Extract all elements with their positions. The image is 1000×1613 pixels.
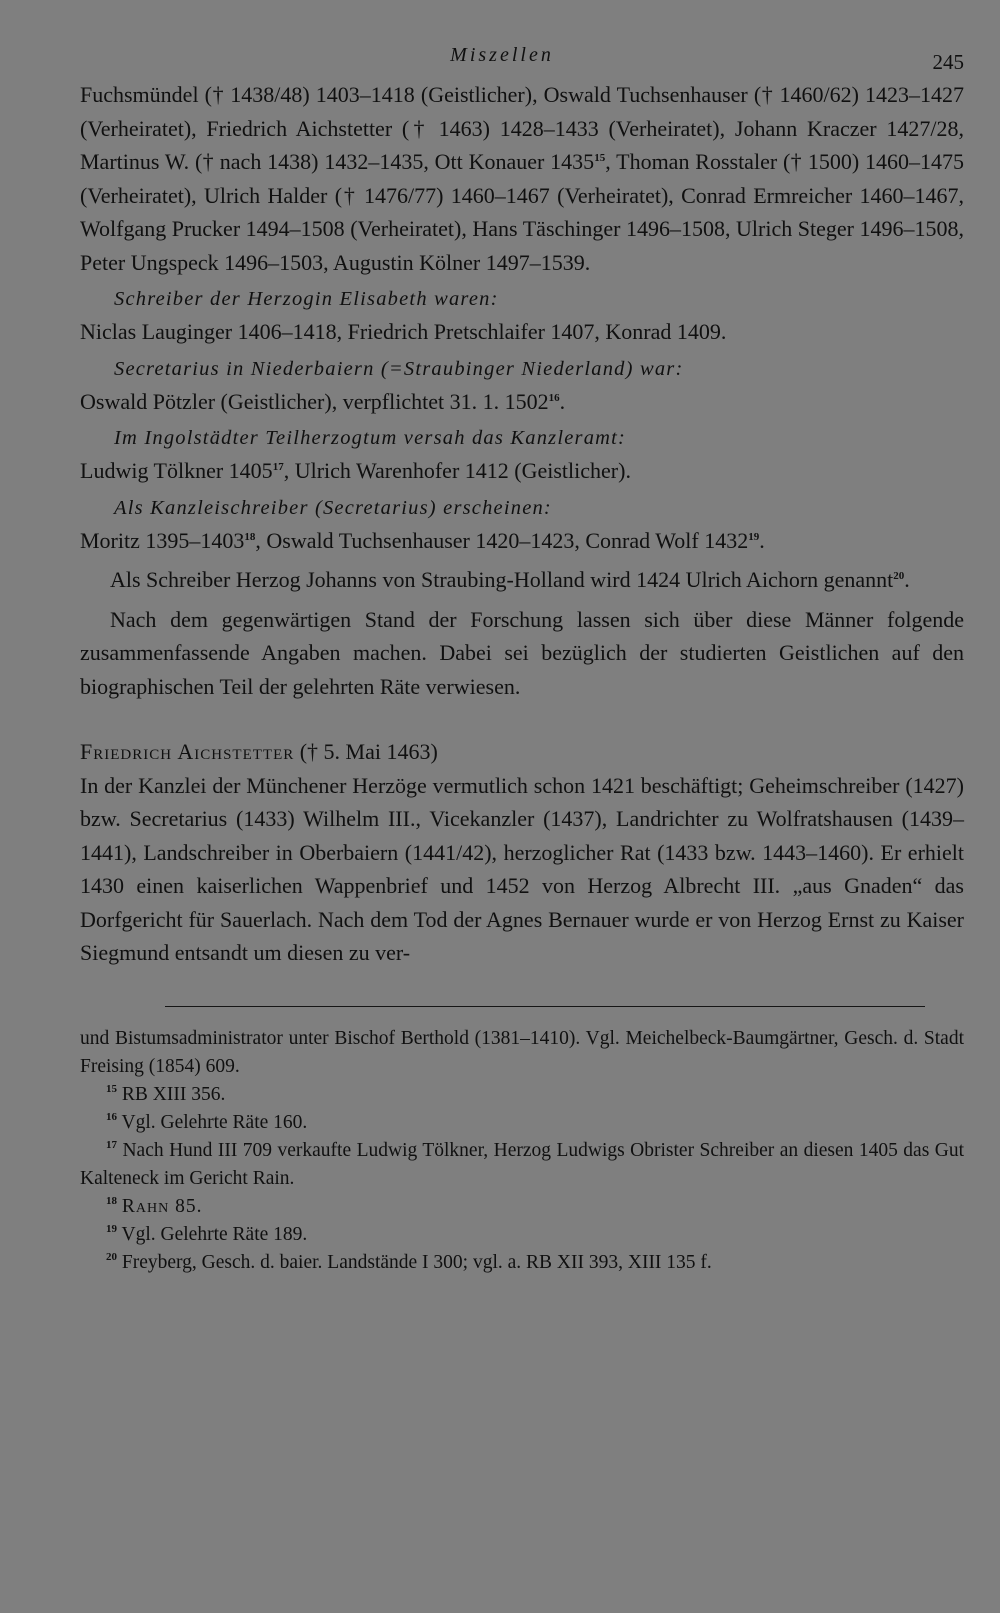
footnote-text: Freyberg, Gesch. d. baier. Landstände I 300; vgl. a. RB XII 393, XIII 135 f. — [121, 1251, 712, 1273]
section-body: In der Kanzlei der Münchener Herzöge vermutlich schon 1421 beschäftigt; Geheimschreiber (1427) bzw. Secretarius (1433) Wilhelm III., Vicekanzler (1437), Landrichter zu Wolfratshausen (1439–1441), Landschreiber in Oberbaiern (1441/42), herzoglicher Rat (1433 bzw. 1443–1460). Er erhielt 1430 einen kaiserlichen Wappenbrief und 1452 von Herzog Albrecht III. „aus Gnaden“ das Dorfgericht für Sauerlach. Nach dem Tod der Agnes Bernauer wurde er von Herzog Ernst zu Kaiser Siegmund entsandt um diesen zu ver- — [80, 772, 964, 965]
subheading-kanzlei: Als Kanzleischreiber (Secretarius) erscheinen: — [114, 496, 552, 519]
paragraph-chancery-scribes — [80, 78, 964, 279]
paragraph-johann — [80, 563, 964, 597]
subheading-elisabeth: Schreiber der Herzogin Elisabeth waren: — [114, 288, 499, 310]
footnotes — [80, 1025, 964, 1277]
footnote-number: 16 — [106, 1110, 117, 1123]
footnote-ref: 20 — [893, 570, 905, 582]
footnote-number: 19 — [106, 1222, 117, 1235]
line-text: . — [759, 527, 765, 553]
paragraph-text: , Thoman Rosstaler († 1500) 1460–1475 (Verheiratet), Ulrich Halder († 1476/77) 1460–1467 (Verheiratet), Conrad Ermreicher 1460–1467, Wolfgang Prucker 1494–1508 (Verheiratet), Hans Täschinger 1496–1508, Ulrich Steger 1496–1508, Peter Ungspeck 1496–1503, Augustin Kölner 1497–1539. — [80, 149, 964, 275]
footnote-text: Nach Hund III 709 verkaufte Ludwig Tölkner, Herzog Ludwigs Obrister Schreiber an diesen 1405 das Gut Kalteneck im Gericht Rain. — [80, 1139, 965, 1189]
paragraph-text: Fuchsmündel († 1438/48) 1403–1418 (Geistlicher), Oswald Tuchsenhauser († 1460/62) 1423–1427 (Verheiratet), Friedrich Aichstetter († 1463) 1428–1433 (Verheiratet), Johann Kraczer 1427/28, Martinus W. († nach 1438) 1432–1435, Ott Konauer 1435 — [80, 82, 964, 174]
footnote-number: 15 — [106, 1082, 117, 1095]
footnote-16 — [80, 1109, 964, 1137]
footnote-number: 18 — [106, 1194, 117, 1207]
footnote-20 — [80, 1249, 964, 1277]
line-text: Oswald Pötzler (Geistlicher), verpflichtet 31. 1. 1502 — [80, 388, 549, 414]
footnote-text: Rahn 85. — [121, 1195, 203, 1217]
person-name: Friedrich Aichstetter — [80, 739, 295, 764]
footnote-19 — [80, 1221, 964, 1249]
line-text: Moritz 1395–1403 — [80, 527, 245, 553]
page-number: 245 — [932, 50, 964, 74]
footnote-ref: 17 — [272, 461, 284, 473]
person-dates: († 5. Mai 1463) — [294, 739, 438, 764]
running-header — [80, 44, 964, 78]
running-title: Miszellen — [450, 44, 554, 66]
line-text: Ludwig Tölkner 1405 — [80, 458, 273, 483]
paragraph-text: Als Schreiber Herzog Johanns von Straubing-Holland wird 1424 Ulrich Aichorn genannt — [110, 567, 894, 592]
paragraph-summary: Nach dem gegenwärtigen Stand der Forschung lassen sich über diese Männer folgende zusammenfassende Angaben machen. Dabei sei bezüglich der studierten Geistlichen auf den biographischen Teil der gelehrten Räte verwiesen. — [80, 606, 964, 699]
subheading-secretarius: Secretarius in Niederbaiern (=Straubinger Niederland) war: — [114, 357, 684, 380]
footnote-17 — [80, 1137, 964, 1193]
list-elisabeth: Niclas Lauginger 1406–1418, Friedrich Pretschlaifer 1407, Konrad 1409. — [80, 319, 727, 344]
list-secretarius — [80, 385, 964, 419]
footnote-ref: 18 — [244, 530, 256, 543]
footnote-text: Vgl. Gelehrte Räte 189. — [121, 1223, 308, 1245]
line-text: , Ulrich Warenhofer 1412 (Geistlicher). — [283, 458, 631, 483]
footnote-text: RB XIII 356. — [121, 1083, 226, 1105]
line-text: , Oswald Tuchsenhauser 1420–1423, Conrad Wolf 1432 — [255, 527, 749, 553]
section-heading — [80, 735, 964, 769]
list-kanzlei — [80, 524, 964, 558]
footnote-number: 20 — [106, 1250, 117, 1263]
paragraph-text: . — [904, 567, 910, 592]
footnote-18 — [80, 1193, 964, 1221]
footnote-continued: und Bistumsadministrator unter Bischof Berthold (1381–1410). Vgl. Meichelbeck-Baumgärtner, Gesch. d. Stadt Freising (1854) 609. — [80, 1027, 964, 1077]
footnote-ref: 15 — [594, 152, 606, 164]
list-ingolstadt — [80, 454, 964, 488]
footnote-ref: 16 — [548, 391, 560, 404]
footnote-text: Vgl. Gelehrte Räte 160. — [121, 1111, 308, 1133]
footnote-ref: 19 — [748, 530, 760, 543]
subheading-ingolstadt: Im Ingolstädter Teilherzogtum versah das Kanzleramt: — [114, 427, 627, 449]
line-text: . — [559, 388, 566, 414]
footnote-number: 17 — [106, 1138, 117, 1151]
footnote-15 — [80, 1081, 964, 1109]
footnote-divider — [165, 1006, 925, 1007]
